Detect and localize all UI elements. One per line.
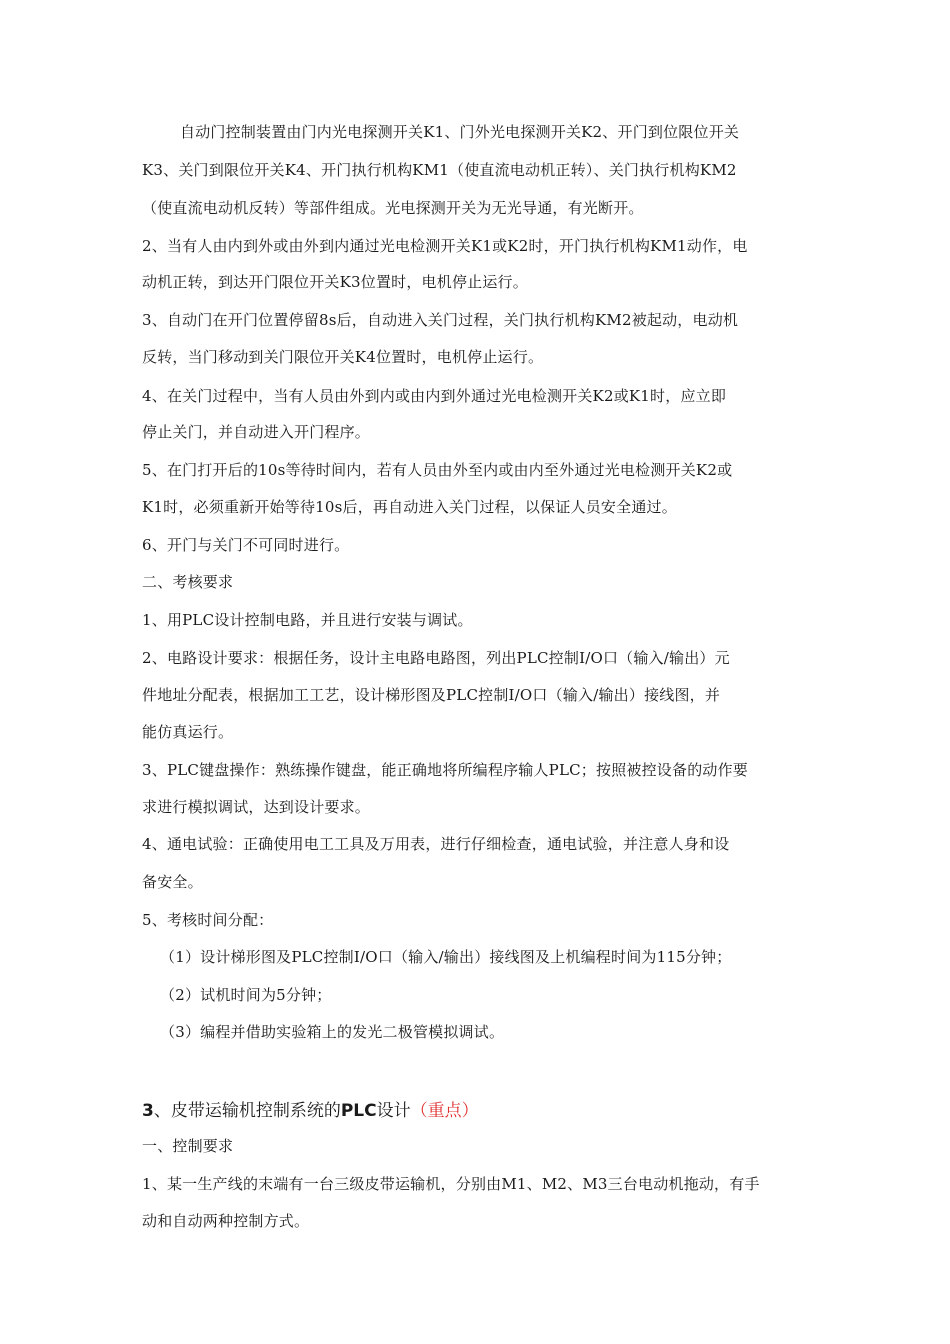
- section-3-item-1-line-2: 动和自动两种控制方式。: [142, 1212, 310, 1230]
- item-5-line-2: K1时，必须重新开始等待10s后，再自动进入关门过程，以保证人员安全通过。: [142, 498, 677, 516]
- item-4-line-2: 停止关门，并自动进入开门程序。: [142, 423, 371, 441]
- section-3-highlight: （重点）: [410, 1101, 479, 1121]
- req-3-line-1: 3、PLC键盘操作：熟练操作键盘，能正确地将所编程序输人PLC；按照被控设备的动作要: [142, 761, 749, 779]
- section-3-title-b: 设计: [376, 1101, 411, 1121]
- time-alloc-2: （2）试机时间为5分钟；: [160, 986, 332, 1004]
- req-4-line-2: 备安全。: [142, 873, 203, 891]
- item-6-line: 6、开门与关门不可同时进行。: [142, 536, 350, 554]
- section-2-heading: 二、考核要求: [142, 573, 234, 591]
- req-3-line-2: 求进行模拟调试，达到设计要求。: [142, 798, 371, 816]
- req-1-line: 1、用PLC设计控制电路，并且进行安装与调试。: [142, 611, 473, 629]
- section-3-title-plc: PLC: [340, 1101, 377, 1121]
- item-2-line-2: 动机正转，到达开门限位开关K3位置时，电机停止运行。: [142, 273, 528, 291]
- intro-line-2: K3、关门到限位开关K4、开门执行机构KM1（使直流电动机正转）、关门执行机构KM2: [142, 161, 737, 179]
- item-3-line-2: 反转，当门移动到关门限位开关K4位置时，电机停止运行。: [142, 348, 544, 366]
- req-2-line-3: 能仿真运行。: [142, 723, 234, 741]
- time-alloc-3: （3）编程并借助实验箱上的发光二极管模拟调试。: [160, 1023, 505, 1041]
- time-alloc-1: （1）设计梯形图及PLC控制I/O口（输入/输出）接线图及上机编程时间为115分钟；: [160, 948, 732, 966]
- req-2-line-1: 2、电路设计要求：根据任务，设计主电路电路图，列出PLC控制I/O口（输入/输出）元: [142, 649, 730, 667]
- req-4-line-1: 4、通电试验：正确使用电工工具及万用表，进行仔细检查，通电试验，并注意人身和设: [142, 835, 730, 853]
- section-3-number: 3: [142, 1101, 154, 1121]
- intro-line-1: 自动门控制装置由门内光电探测开关K1、门外光电探测开关K2、开门到位限位开关: [180, 123, 740, 141]
- req-2-line-2: 件地址分配表，根据加工工艺，设计梯形图及PLC控制I/O口（输入/输出）接线图，并: [142, 686, 721, 704]
- section-3-heading: [142, 1100, 479, 1122]
- item-5-line-1: 5、在门打开后的10s等待时间内，若有人员由外至内或由内至外通过光电检测开关K2或: [142, 461, 733, 479]
- item-3-line-1: 3、自动门在开门位置停留8s后，自动进入关门过程，关门执行机构KM2被起动，电动机: [142, 311, 739, 329]
- item-4-line-1: 4、在关门过程中，当有人员由外到内或由内到外通过光电检测开关K2或K1时，应立即: [142, 387, 727, 405]
- section-3-title-a: 、皮带运输机控制系统的: [153, 1101, 341, 1121]
- section-3-sub-heading: 一、控制要求: [142, 1137, 234, 1155]
- item-2-line-1: 2、当有人由内到外或由外到内通过光电检测开关K1或K2时，开门执行机构KM1动作，电: [142, 237, 748, 255]
- intro-line-3: （使直流电动机反转）等部件组成。光电探测开关为无光导通，有光断开。: [142, 199, 644, 217]
- section-3-item-1-line-1: 1、某一生产线的末端有一台三级皮带运输机，分别由M1、M2、M3三台电动机拖动，有手: [142, 1175, 760, 1193]
- req-5-line: 5、考核时间分配：: [142, 911, 274, 929]
